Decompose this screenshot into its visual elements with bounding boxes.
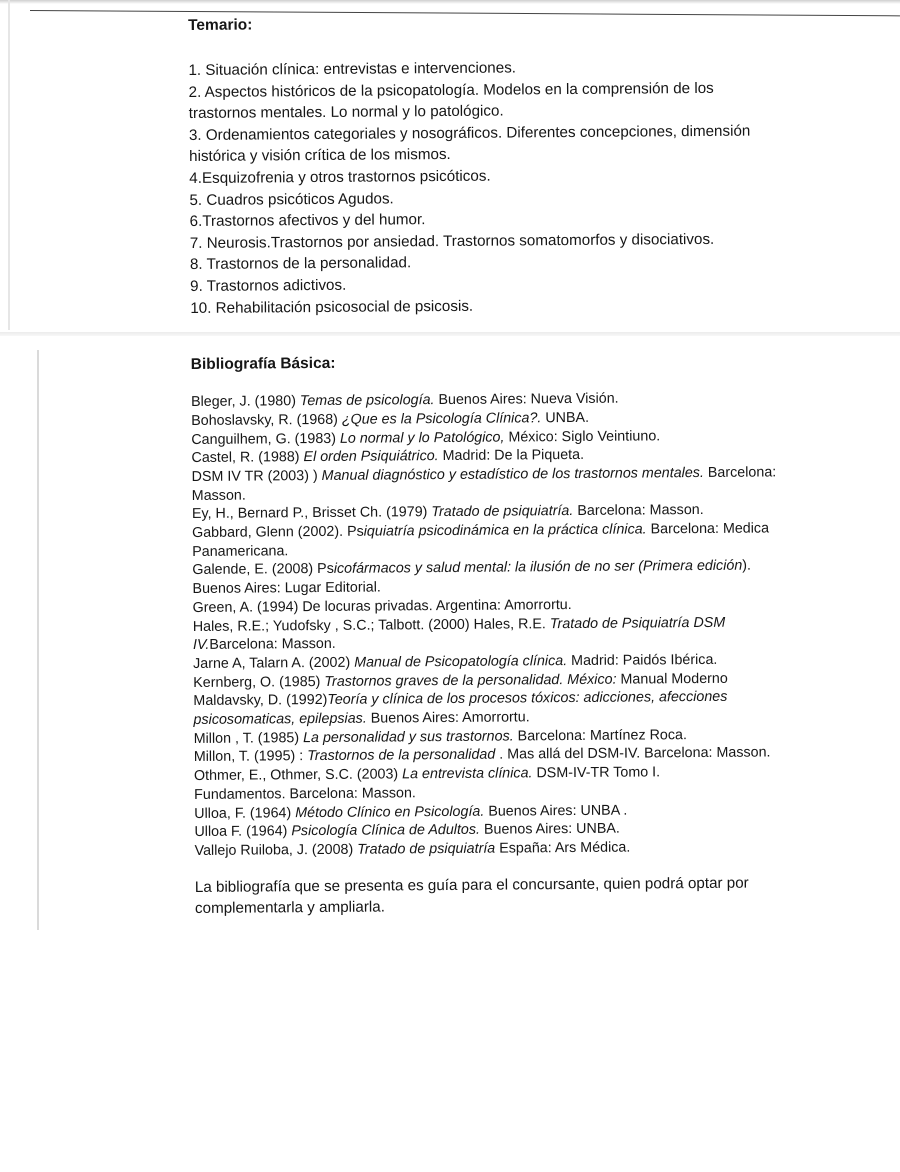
- page-edge: [0, 0, 900, 4]
- entry-text: Manual Moderno: [616, 670, 728, 688]
- temario-item: 4.Esquizofrenia y otros trastornos psicóticos.: [189, 167, 491, 187]
- temario-item: 6.Trastornos afectivos y del humor.: [189, 211, 426, 231]
- entry-text: Vallejo Ruiloba, J. (2008): [194, 841, 358, 859]
- entry-text: Millon , T. (1985): [193, 729, 304, 747]
- entry-text: Galende, E. (2008) Ps: [192, 561, 334, 579]
- temario-heading: Temario:: [188, 16, 253, 34]
- temario-item: 3. Ordenamientos categoriales y nosográficos. Diferentes concepciones, dimensión: [188, 122, 751, 144]
- entry-text: DSM-IV-TR Tomo I.: [532, 764, 661, 782]
- entry-text: Buenos Aires: Lugar Editorial.: [192, 579, 381, 598]
- entry-title-text: icofármacos y salud mental: la ilusión de no ser (Primera edición: [333, 558, 743, 578]
- entry-text: Kernberg, O. (1985): [193, 673, 325, 691]
- temario-item: 10. Rehabilitación psicosocial de psicosis.: [190, 297, 474, 317]
- entry-title-text: Trastornos de la personalidad: [307, 747, 496, 765]
- temario-item: 2. Aspectos históricos de la psicopatología. Modelos en la comprensión de los: [188, 79, 714, 101]
- entry-title-text: psicosomaticas, epilepsias.: [193, 710, 367, 729]
- entry-text: Jarne A, Talarn A. (2002): [193, 654, 355, 672]
- entry-text: . Mas allá del DSM-IV. Barcelona: Masson.: [495, 744, 771, 764]
- entry-text: México: Siglo Veintiuno.: [504, 427, 661, 446]
- bibliography-entry: [194, 837, 884, 861]
- entry-text: Masson.: [191, 487, 246, 504]
- page-edge: [37, 350, 39, 930]
- entry-text: Ey, H., Bernard P., Brisset Ch. (1979): [191, 504, 432, 523]
- entry-title-text: Temas de psicología.: [299, 392, 435, 410]
- document-body: [188, 11, 885, 920]
- entry-text: Millon, T. (1995) :: [193, 748, 308, 766]
- temario-item: trastornos mentales. Lo normal y lo patológico.: [188, 102, 504, 123]
- entry-title-text: Teoría y clínica de los procesos tóxicos: adicciones, afecciones: [327, 689, 728, 709]
- note-line: complementarla y ampliarla.: [194, 898, 385, 918]
- entry-text: Barcelona:: [703, 464, 777, 481]
- entry-text: Ulloa, F. (1964): [194, 804, 296, 822]
- entry-text: ).: [742, 558, 752, 575]
- entry-text: Buenos Aires: UNBA .: [484, 802, 628, 820]
- entry-text: Bohoslavsky, R. (1968): [191, 411, 342, 429]
- entry-text: Ulloa F. (1964): [194, 823, 292, 841]
- entry-title-text: El orden Psiquiátrico.: [303, 448, 439, 466]
- entry-text: Othmer, E., Othmer, S.C. (2003): [193, 766, 403, 785]
- bibliography-list: [191, 388, 885, 861]
- entry-text: Madrid: Paidós Ibérica.: [567, 651, 718, 670]
- page-edge: [8, 0, 10, 330]
- entry-text: Castel, R. (1988): [191, 449, 304, 467]
- entry-title-text: Trastornos graves de la personalidad. México:: [324, 671, 617, 690]
- entry-text: Madrid: De la Piqueta.: [438, 447, 585, 465]
- temario-item: 1. Situación clínica: entrevistas e intervenciones.: [188, 59, 517, 79]
- entry-text: Green, A. (1994) De locuras privadas. Argentina: Amorrortu.: [192, 596, 572, 616]
- entry-text: Hales, R.E.; Yudofsky , S.C.; Talbott. (2000) Hales, R.E.: [192, 615, 550, 635]
- entry-title-text: Tratado de psiquiatría.: [431, 503, 574, 521]
- entry-text: Buenos Aires: UNBA.: [479, 820, 620, 839]
- note-line: La bibliografía que se presenta es guía para el concursante, quien podrá optar por: [194, 874, 749, 896]
- closing-note: [195, 871, 885, 919]
- entry-text: Maldavsky, D. (1992): [193, 692, 328, 710]
- entry-text: Barcelona: Masson.: [573, 502, 704, 520]
- temario-item: histórica y visión crítica de los mismos.: [189, 146, 451, 166]
- entry-title-text: ¿Que es la Psicología Clínica?.: [341, 410, 542, 428]
- entry-title-text: IV.: [192, 637, 210, 654]
- entry-title-text: La personalidad y sus trastornos.: [303, 728, 514, 746]
- entry-title-text: Tratado de Psiquiatría DSM: [549, 614, 726, 632]
- entry-title-text: La entrevista clínica.: [402, 765, 533, 783]
- temario-item: 5. Cuadros psicóticos Agudos.: [189, 189, 394, 209]
- entry-text: UNBA.: [541, 409, 590, 427]
- entry-text: Barcelona: Masson.: [209, 636, 336, 654]
- entry-title-text: Manual diagnóstico y estadístico de los trastornos mentales.: [321, 464, 704, 484]
- entry-text: Buenos Aires: Amorrortu.: [366, 709, 530, 727]
- temario-item: 9. Trastornos adictivos.: [190, 276, 347, 295]
- entry-text: DSM IV TR (2003) ): [191, 467, 322, 485]
- entry-text: Canguilhem, G. (1983): [191, 430, 340, 448]
- entry-text: Barcelona: Medica: [646, 520, 770, 538]
- temario-list: [188, 55, 880, 320]
- entry-title-text: Psicología Clínica de Adultos.: [291, 822, 481, 840]
- entry-title-text: iquiatría psicodinámica en la práctica clínica.: [363, 521, 647, 540]
- entry-title-text: Tratado de psiquiatría: [357, 840, 496, 858]
- entry-title-text: Lo normal y lo Patológico,: [339, 429, 505, 447]
- entry-text: España: Ars Médica.: [495, 839, 631, 857]
- entry-title-text: Método Clínico en Psicología.: [295, 803, 485, 821]
- bibliografia-heading: Bibliografía Básica:: [190, 354, 336, 374]
- entry-text: Barcelona: Martínez Roca.: [513, 726, 687, 745]
- entry-text: Fundamentos. Barcelona: Masson.: [194, 785, 416, 803]
- entry-text: Panamericana.: [192, 542, 289, 560]
- entry-title-text: Manual de Psicopatología clínica.: [354, 653, 568, 671]
- entry-text: Buenos Aires: Nueva Visión.: [434, 390, 619, 409]
- entry-text: Bleger, J. (1980): [190, 393, 300, 411]
- temario-item: 8. Trastornos de la personalidad.: [189, 254, 412, 274]
- temario-item: 7. Neurosis.Trastornos por ansiedad. Trastornos somatomorfos y disociativos.: [189, 230, 715, 252]
- entry-text: Gabbard, Glenn (2002). Ps: [191, 523, 364, 542]
